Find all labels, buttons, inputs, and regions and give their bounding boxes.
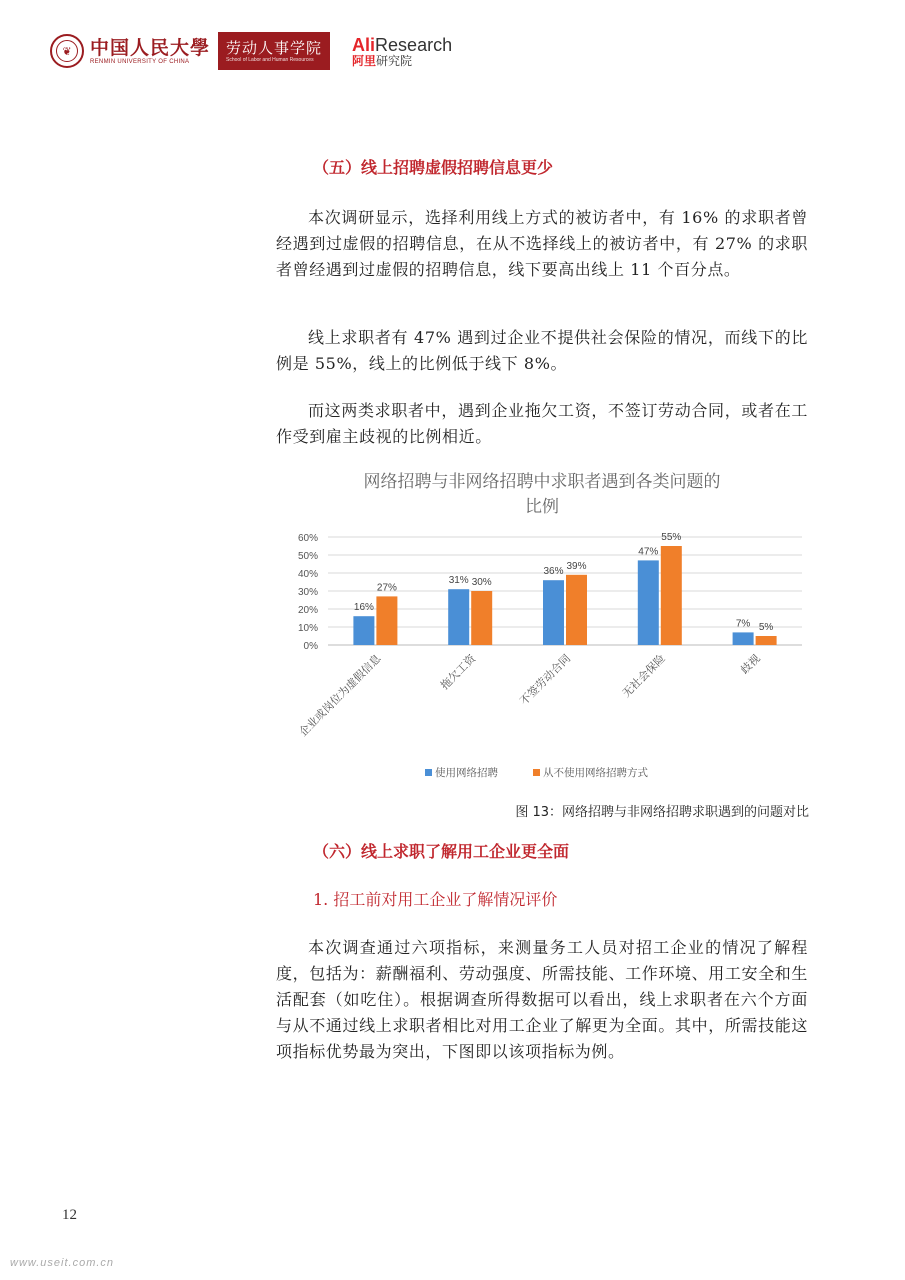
bar-online (353, 616, 374, 645)
bar-offline (756, 636, 777, 645)
bar-offline (566, 575, 587, 645)
bar-online (543, 580, 564, 645)
ruc-name-en: RENMIN UNIVERSITY OF CHINA (90, 59, 190, 65)
data-label: 30% (471, 577, 492, 588)
bar-offline (661, 546, 682, 645)
figure-caption: 图 13：网络招聘与非网络招聘求职遇到的问题对比 (515, 805, 809, 820)
bar-offline (376, 596, 397, 645)
legend-swatch (533, 769, 540, 776)
chart-svg (270, 463, 815, 793)
section6-subheading: 1. 招工前对用工企业了解情况评价 (313, 890, 558, 909)
data-label: 36% (543, 566, 564, 578)
bar-online (638, 560, 659, 645)
legend-label: 从不使用网络招聘方式 (543, 767, 648, 779)
category-label: 歧视 (737, 651, 763, 677)
ruc-name-cn: 中国人民大學 (90, 37, 211, 59)
data-label: 27% (376, 582, 397, 594)
legend-swatch (425, 769, 432, 776)
y-tick-label: 20% (297, 605, 318, 616)
y-tick-label: 40% (297, 569, 318, 580)
ali-logo-b: Research (375, 34, 453, 55)
section5-paragraph-1: 本次调研显示，选择利用线上方式的被访者中，有 16% 的求职者曾经遇到过虚假的招聘信息，在从不选择线上的被访者中，有 27% 的求职者曾经遇到过虚假的招聘信息，线下要高出线上 11 个百分点。 (276, 208, 808, 279)
category-label: 企业或岗位为虚假信息 (296, 651, 384, 739)
section6-paragraph-1: 本次调查通过六项指标，来测量务工人员对招工企业的情况了解程度，包括为：薪酬福利、劳动强度、所需技能、工作环境、用工安全和生活配套（如吃住）。根据调查所得数据可以看出，线上求职者在六个方面与从不通过线上求职者相比对用工企业了解更为全面。其中，所需技能这项指标优势最为突出，下图即以该项指标为例。 (276, 938, 808, 1061)
y-tick-label: 10% (297, 623, 318, 634)
chart-title-line2: 比例 (525, 497, 559, 517)
ali-logo-a: Ali (352, 34, 376, 55)
university-seal-icon: ❦ (50, 34, 84, 68)
ruc-logo (90, 37, 210, 65)
bar-offline (471, 591, 492, 645)
section5-paragraph-2: 线上求职者有 47% 遇到过企业不提供社会保险的情况，而线下的比例是 55%，线上的比例低于线下 8%。 (276, 328, 808, 373)
legend-label: 使用网络招聘 (435, 767, 498, 779)
page-header (50, 28, 452, 74)
aliresearch-logo (352, 36, 452, 67)
bar-chart (270, 463, 815, 793)
ali-logo-cn-b: 研究院 (376, 53, 413, 68)
section6-heading: （六）线上求职了解用工企业更全面 (313, 842, 570, 861)
y-tick-label: 60% (297, 533, 318, 544)
section5-heading: （五）线上招聘虚假招聘信息更少 (313, 158, 554, 177)
data-label: 16% (353, 602, 374, 614)
bar-online (733, 632, 754, 645)
y-tick-label: 0% (303, 641, 318, 652)
chart-title-line1: 网络招聘与非网络招聘中求职者遇到各类问题的 (363, 472, 721, 492)
data-label: 39% (566, 560, 587, 572)
school-name-cn: 劳动人事学院 (226, 39, 323, 57)
page-number: 12 (62, 1207, 77, 1223)
ali-logo-cn-a: 阿里 (352, 53, 377, 68)
watermark: www.useit.com.cn (10, 1257, 115, 1269)
y-tick-label: 30% (297, 587, 318, 598)
data-label: 7% (735, 618, 751, 630)
category-label: 无社会保险 (619, 651, 668, 701)
y-tick-label: 50% (297, 551, 318, 562)
bar-online (448, 589, 469, 645)
category-label: 拖欠工资 (438, 651, 479, 693)
data-label: 31% (448, 575, 469, 587)
category-label: 不签劳动合同 (517, 651, 574, 708)
data-label: 47% (638, 546, 659, 558)
data-label: 5% (758, 622, 774, 633)
school-logo (218, 32, 330, 70)
school-name-en: School of Labor and Human Resources (226, 57, 314, 63)
data-label: 55% (661, 532, 682, 543)
section5-paragraph-3: 而这两类求职者中，遇到企业拖欠工资，不签订劳动合同，或者在工作受到雇主歧视的比例相近。 (276, 401, 808, 446)
